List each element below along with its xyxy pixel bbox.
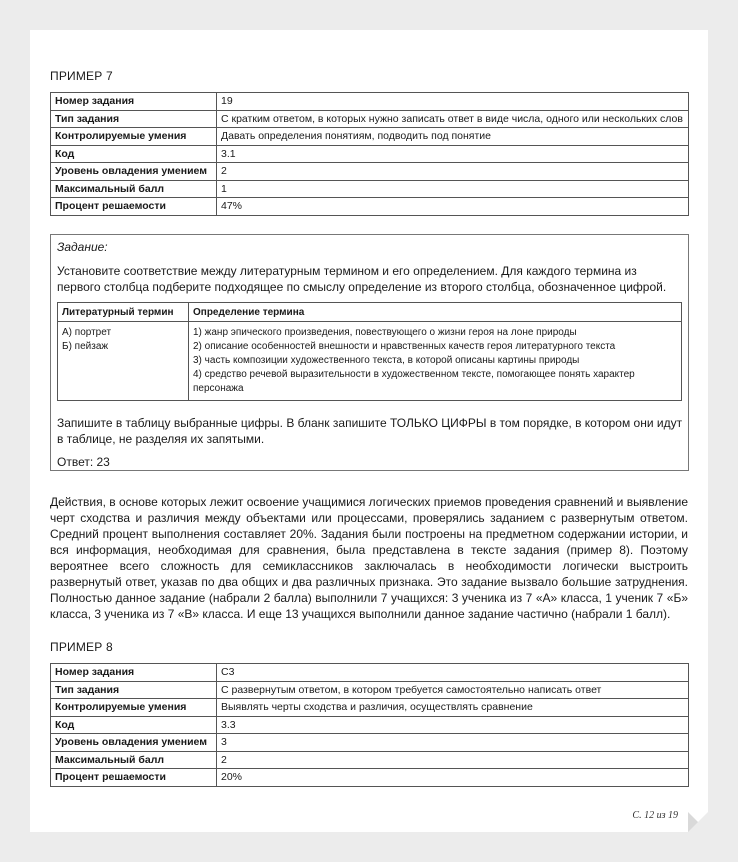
- example-8-info-table: [50, 663, 689, 787]
- example-7-heading: ПРИМЕР 7: [50, 69, 113, 83]
- table-row: [51, 734, 689, 752]
- row-value: С кратким ответом, в которых нужно записать ответ в виде числа, одного или нескольких слов: [217, 110, 689, 128]
- row-value: 1: [217, 180, 689, 198]
- row-value: 3.1: [217, 145, 689, 163]
- terms-cell: [58, 322, 189, 401]
- row-key: Максимальный балл: [51, 180, 217, 198]
- row-key: Номер задания: [51, 664, 217, 682]
- row-key: Уровень овладения умением: [51, 163, 217, 181]
- matching-table: [57, 302, 682, 401]
- row-key: Контролируемые умения: [51, 699, 217, 717]
- table-row: [51, 145, 689, 163]
- row-key: Номер задания: [51, 93, 217, 111]
- row-value: С3: [217, 664, 689, 682]
- row-value: С развернутым ответом, в котором требуется самостоятельно написать ответ: [217, 681, 689, 699]
- row-value: 20%: [217, 769, 689, 787]
- row-value: 19: [217, 93, 689, 111]
- table-row: [51, 180, 689, 198]
- definition-item: 4) средство речевой выразительности в художественном тексте, помогающее понять характер персонажа: [193, 369, 635, 394]
- task-box: [50, 234, 689, 471]
- row-value: 3.3: [217, 716, 689, 734]
- row-key: Контролируемые умения: [51, 128, 217, 146]
- definitions-cell: [189, 322, 682, 401]
- col-header-definition: Определение термина: [189, 303, 682, 322]
- table-row: [51, 699, 689, 717]
- row-key: Тип задания: [51, 681, 217, 699]
- table-row: [51, 163, 689, 181]
- table-row: [51, 681, 689, 699]
- document-page: [30, 30, 708, 832]
- table-row: [51, 769, 689, 787]
- task-label: Задание:: [57, 240, 108, 254]
- example-7-info-table: [50, 92, 689, 216]
- row-key: Код: [51, 145, 217, 163]
- term-item: А) портрет: [62, 327, 112, 338]
- col-header-term: Литературный термин: [58, 303, 189, 322]
- row-key: Тип задания: [51, 110, 217, 128]
- body-paragraph: Действия, в основе которых лежит освоение учащимися логических приемов проведения сравнений и выявление черт сходства и различия между объектами или процессами, проверялись заданием с развернутым ответом. Средний процент выполнения составляет 20%. Задания были построены на предметном содержании истории, и вся информация, необходимая для сравнения, была представлена в тексте задания (пример 8). Поэтому вероятнее всего сложность для семиклассников заключалась в необходимости логически выстроить развернутый ответ, указав по два общих и два различных признака. Это задание вызвало большие затруднения. Полностью данное задание (набрали 2 балла) выполнили 7 учащихся: 3 ученика из 7 «А» класса, 1 ученик 7 «Б» класса, 3 ученика из 7 «В» класса. И еще 13 учащихся выполнили данное задание частично (набрали 1 балл).: [50, 495, 688, 621]
- matching-table-row: [58, 322, 682, 401]
- task-instruction: Установите соответствие между литературным термином и его определением. Для каждого термина из первого столбца подберите подходящее по смыслу определение из второго столбца, обозначенное цифрой.: [57, 264, 667, 294]
- row-key: Уровень овладения умением: [51, 734, 217, 752]
- row-key: Процент решаемости: [51, 769, 217, 787]
- table-row: [51, 716, 689, 734]
- row-value: Выявлять черты сходства и различия, осуществлять сравнение: [217, 699, 689, 717]
- table-row: [51, 110, 689, 128]
- row-value: 2: [217, 163, 689, 181]
- page-curl-shadow: [688, 812, 708, 832]
- table-row: [51, 128, 689, 146]
- row-value: 47%: [217, 198, 689, 216]
- row-value: Давать определения понятиям, подводить под понятие: [217, 128, 689, 146]
- row-value: 3: [217, 734, 689, 752]
- row-key: Процент решаемости: [51, 198, 217, 216]
- row-key: Код: [51, 716, 217, 734]
- matching-table-header: [58, 303, 682, 322]
- term-item: Б) пейзаж: [62, 341, 109, 352]
- example-8-heading: ПРИМЕР 8: [50, 640, 113, 654]
- task-answer: Ответ: 23: [57, 455, 110, 469]
- definition-item: 3) часть композиции художественного текста, в которой описаны картины природы: [193, 355, 580, 366]
- definition-item: 2) описание особенностей внешности и нравственных качеств героя литературного текста: [193, 341, 616, 352]
- row-value: 2: [217, 751, 689, 769]
- table-row: [51, 664, 689, 682]
- table-row: [51, 198, 689, 216]
- table-row: [51, 93, 689, 111]
- table-row: [51, 751, 689, 769]
- page-number: С. 12 из 19: [632, 810, 678, 821]
- task-note: Запишите в таблицу выбранные цифры. В бланк запишите ТОЛЬКО ЦИФРЫ в том порядке, в котором они идут в таблице, не разделяя их запятыми.: [57, 416, 683, 446]
- row-key: Максимальный балл: [51, 751, 217, 769]
- definition-item: 1) жанр эпического произведения, повествующего о жизни героя на лоне природы: [193, 327, 577, 338]
